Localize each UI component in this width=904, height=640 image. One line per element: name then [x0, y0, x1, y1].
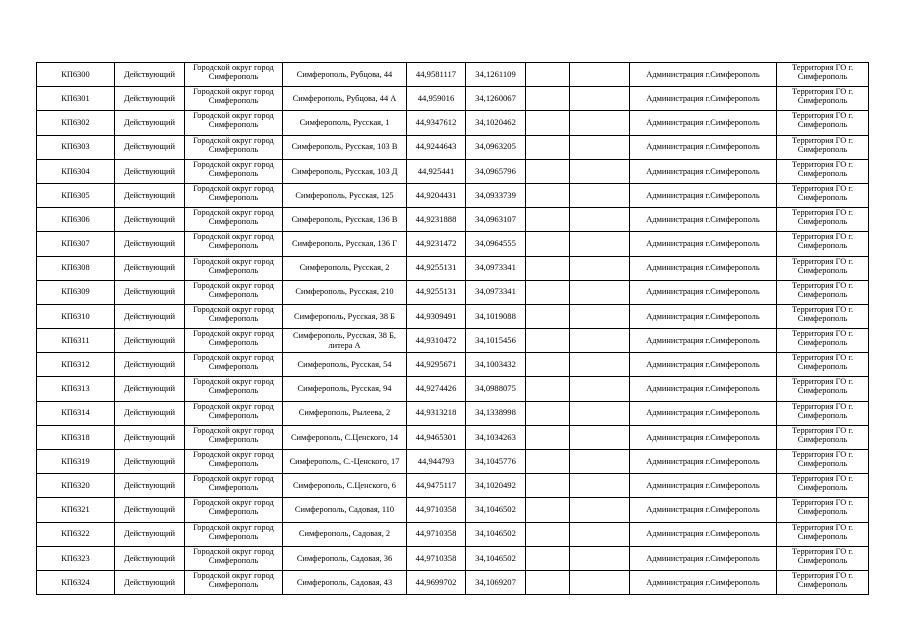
cell-district: Городской округ город Симферополь — [185, 353, 283, 377]
cell-empty-2 — [570, 329, 630, 353]
cell-district: Городской округ город Симферополь — [185, 183, 283, 207]
cell-address: Симферополь, Садовая, 43 — [283, 570, 407, 594]
table-row — [37, 522, 869, 546]
cell-district: Городской округ город Симферополь — [185, 280, 283, 304]
cell-territory: Территория ГО г. Симферополь — [777, 256, 869, 280]
cell-empty-1 — [526, 353, 570, 377]
cell-address: Симферополь, Рубцова, 44 А — [283, 87, 407, 111]
cell-code: КП6321 — [37, 498, 115, 522]
cell-district: Городской округ город Симферополь — [185, 401, 283, 425]
cell-owner: Администрация г.Симферополь — [630, 353, 777, 377]
cell-territory: Территория ГО г. Симферополь — [777, 87, 869, 111]
cell-empty-1 — [526, 256, 570, 280]
cell-longitude: 34,1019088 — [466, 304, 526, 328]
cell-longitude: 34,1069207 — [466, 570, 526, 594]
cell-empty-2 — [570, 232, 630, 256]
table-row — [37, 401, 869, 425]
cell-address: Симферополь, С.Ценского, 14 — [283, 425, 407, 449]
cell-longitude: 34,1020462 — [466, 111, 526, 135]
cell-district: Городской округ город Симферополь — [185, 329, 283, 353]
cell-owner: Администрация г.Симферополь — [630, 63, 777, 87]
cell-empty-1 — [526, 377, 570, 401]
cell-longitude: 34,0933739 — [466, 183, 526, 207]
cell-code: КП6308 — [37, 256, 115, 280]
cell-district: Городской округ город Симферополь — [185, 304, 283, 328]
cell-code: КП6320 — [37, 474, 115, 498]
cell-address: Симферополь, Рубцова, 44 — [283, 63, 407, 87]
cell-empty-2 — [570, 522, 630, 546]
cell-address: Симферополь, Русская, 94 — [283, 377, 407, 401]
cell-longitude: 34,1045776 — [466, 450, 526, 474]
cell-latitude: 44,9699702 — [407, 570, 466, 594]
cell-code: КП6322 — [37, 522, 115, 546]
cell-empty-1 — [526, 232, 570, 256]
cell-district: Городской округ город Симферополь — [185, 425, 283, 449]
cell-status: Действующий — [115, 522, 185, 546]
cell-district: Городской округ город Симферополь — [185, 208, 283, 232]
cell-address: Симферополь, Русская, 38 Б, литера А — [283, 329, 407, 353]
cell-status: Действующий — [115, 450, 185, 474]
cell-empty-2 — [570, 377, 630, 401]
cell-address: Симферополь, Садовая, 36 — [283, 546, 407, 570]
cell-district: Городской округ город Симферополь — [185, 498, 283, 522]
cell-status: Действующий — [115, 304, 185, 328]
cell-longitude: 34,0973341 — [466, 256, 526, 280]
cell-longitude: 34,1260067 — [466, 87, 526, 111]
cell-owner: Администрация г.Симферополь — [630, 256, 777, 280]
cell-empty-2 — [570, 135, 630, 159]
cell-owner: Администрация г.Симферополь — [630, 135, 777, 159]
cell-empty-1 — [526, 280, 570, 304]
cell-latitude: 44,9475117 — [407, 474, 466, 498]
cell-code: КП6312 — [37, 353, 115, 377]
table-row — [37, 304, 869, 328]
table-row — [37, 232, 869, 256]
cell-code: КП6310 — [37, 304, 115, 328]
cell-empty-1 — [526, 498, 570, 522]
cell-district: Городской округ город Симферополь — [185, 522, 283, 546]
cell-empty-2 — [570, 498, 630, 522]
cell-address: Симферополь, Садовая, 110 — [283, 498, 407, 522]
cell-empty-1 — [526, 208, 570, 232]
cell-territory: Территория ГО г. Симферополь — [777, 159, 869, 183]
cell-owner: Администрация г.Симферополь — [630, 232, 777, 256]
cell-empty-2 — [570, 304, 630, 328]
cell-district: Городской округ город Симферополь — [185, 474, 283, 498]
cell-empty-2 — [570, 280, 630, 304]
cell-status: Действующий — [115, 63, 185, 87]
cell-empty-1 — [526, 450, 570, 474]
table-row — [37, 425, 869, 449]
cell-longitude: 34,1046502 — [466, 546, 526, 570]
cell-district: Городской округ город Симферополь — [185, 159, 283, 183]
cell-owner: Администрация г.Симферополь — [630, 111, 777, 135]
cell-status: Действующий — [115, 401, 185, 425]
cell-empty-1 — [526, 425, 570, 449]
cell-longitude: 34,0965796 — [466, 159, 526, 183]
cell-empty-2 — [570, 450, 630, 474]
cell-empty-2 — [570, 111, 630, 135]
cell-empty-1 — [526, 474, 570, 498]
cell-owner: Администрация г.Симферополь — [630, 304, 777, 328]
cell-empty-2 — [570, 353, 630, 377]
cell-owner: Администрация г.Симферополь — [630, 159, 777, 183]
cell-empty-1 — [526, 546, 570, 570]
cell-address: Симферополь, Русская, 136 Г — [283, 232, 407, 256]
cell-code: КП6301 — [37, 87, 115, 111]
cell-owner: Администрация г.Симферополь — [630, 401, 777, 425]
cell-longitude: 34,0988075 — [466, 377, 526, 401]
cell-code: КП6323 — [37, 546, 115, 570]
cell-address: Симферополь, Русская, 54 — [283, 353, 407, 377]
cell-territory: Территория ГО г. Симферополь — [777, 183, 869, 207]
cell-district: Городской округ город Симферополь — [185, 546, 283, 570]
cell-longitude: 34,1034263 — [466, 425, 526, 449]
cell-owner: Администрация г.Симферополь — [630, 425, 777, 449]
cell-empty-1 — [526, 183, 570, 207]
table-row — [37, 329, 869, 353]
table-row — [37, 450, 869, 474]
cell-owner: Администрация г.Симферополь — [630, 450, 777, 474]
cell-status: Действующий — [115, 135, 185, 159]
cell-longitude: 34,1338998 — [466, 401, 526, 425]
cell-code: КП6309 — [37, 280, 115, 304]
cell-status: Действующий — [115, 208, 185, 232]
cell-latitude: 44,9244643 — [407, 135, 466, 159]
cell-owner: Администрация г.Симферополь — [630, 546, 777, 570]
cell-territory: Территория ГО г. Симферополь — [777, 111, 869, 135]
cell-longitude: 34,1020492 — [466, 474, 526, 498]
cell-address: Симферополь, Русская, 38 Б — [283, 304, 407, 328]
cell-territory: Территория ГО г. Симферополь — [777, 522, 869, 546]
cell-latitude: 44,9313218 — [407, 401, 466, 425]
cell-owner: Администрация г.Симферополь — [630, 522, 777, 546]
cell-code: КП6313 — [37, 377, 115, 401]
cell-status: Действующий — [115, 353, 185, 377]
cell-code: КП6311 — [37, 329, 115, 353]
cell-empty-1 — [526, 87, 570, 111]
cell-code: КП6318 — [37, 425, 115, 449]
cell-address: Симферополь, Русская, 136 В — [283, 208, 407, 232]
cell-territory: Территория ГО г. Симферополь — [777, 546, 869, 570]
table-row — [37, 546, 869, 570]
table-row — [37, 208, 869, 232]
cell-district: Городской округ город Симферополь — [185, 232, 283, 256]
cell-status: Действующий — [115, 256, 185, 280]
cell-latitude: 44,944793 — [407, 450, 466, 474]
cell-owner: Администрация г.Симферополь — [630, 329, 777, 353]
cell-status: Действующий — [115, 329, 185, 353]
cell-empty-1 — [526, 63, 570, 87]
cell-code: КП6306 — [37, 208, 115, 232]
cell-territory: Территория ГО г. Симферополь — [777, 401, 869, 425]
cell-address: Симферополь, С.-Ценского, 17 — [283, 450, 407, 474]
table-row — [37, 353, 869, 377]
cell-empty-1 — [526, 401, 570, 425]
cell-owner: Администрация г.Симферополь — [630, 498, 777, 522]
cell-address: Симферополь, Русская, 125 — [283, 183, 407, 207]
cell-longitude: 34,1015456 — [466, 329, 526, 353]
cell-longitude: 34,1046502 — [466, 522, 526, 546]
cell-territory: Территория ГО г. Симферополь — [777, 329, 869, 353]
cell-territory: Территория ГО г. Симферополь — [777, 425, 869, 449]
cell-longitude: 34,0963205 — [466, 135, 526, 159]
cell-longitude: 34,1261109 — [466, 63, 526, 87]
registry-table — [36, 62, 869, 595]
cell-status: Действующий — [115, 377, 185, 401]
table-row — [37, 280, 869, 304]
cell-empty-1 — [526, 159, 570, 183]
cell-territory: Территория ГО г. Симферополь — [777, 135, 869, 159]
cell-latitude: 44,9255131 — [407, 280, 466, 304]
cell-district: Городской округ город Симферополь — [185, 450, 283, 474]
cell-empty-2 — [570, 256, 630, 280]
table-row — [37, 570, 869, 594]
cell-empty-1 — [526, 111, 570, 135]
cell-district: Городской округ город Симферополь — [185, 570, 283, 594]
table-row — [37, 111, 869, 135]
cell-status: Действующий — [115, 232, 185, 256]
cell-district: Городской округ город Симферополь — [185, 111, 283, 135]
cell-empty-1 — [526, 570, 570, 594]
cell-empty-1 — [526, 304, 570, 328]
cell-territory: Территория ГО г. Симферополь — [777, 498, 869, 522]
cell-address: Симферополь, Рылеева, 2 — [283, 401, 407, 425]
cell-longitude: 34,0963107 — [466, 208, 526, 232]
table-row — [37, 474, 869, 498]
cell-status: Действующий — [115, 183, 185, 207]
cell-territory: Территория ГО г. Симферополь — [777, 377, 869, 401]
table-body — [37, 63, 869, 595]
cell-territory: Территория ГО г. Симферополь — [777, 570, 869, 594]
cell-latitude: 44,9231888 — [407, 208, 466, 232]
cell-longitude: 34,1046502 — [466, 498, 526, 522]
cell-empty-1 — [526, 135, 570, 159]
cell-code: КП6300 — [37, 63, 115, 87]
cell-address: Симферополь, Русская, 210 — [283, 280, 407, 304]
cell-territory: Территория ГО г. Симферополь — [777, 474, 869, 498]
cell-district: Городской округ город Симферополь — [185, 135, 283, 159]
cell-address: Симферополь, Русская, 103 Д — [283, 159, 407, 183]
cell-status: Действующий — [115, 87, 185, 111]
cell-empty-2 — [570, 425, 630, 449]
cell-latitude: 44,9347612 — [407, 111, 466, 135]
cell-latitude: 44,9710358 — [407, 522, 466, 546]
cell-territory: Территория ГО г. Симферополь — [777, 208, 869, 232]
cell-latitude: 44,9231472 — [407, 232, 466, 256]
cell-code: КП6303 — [37, 135, 115, 159]
cell-status: Действующий — [115, 546, 185, 570]
cell-territory: Территория ГО г. Симферополь — [777, 232, 869, 256]
cell-owner: Администрация г.Симферополь — [630, 183, 777, 207]
cell-longitude: 34,1003432 — [466, 353, 526, 377]
cell-empty-2 — [570, 183, 630, 207]
cell-empty-2 — [570, 63, 630, 87]
cell-empty-1 — [526, 522, 570, 546]
cell-territory: Территория ГО г. Симферополь — [777, 304, 869, 328]
cell-empty-2 — [570, 159, 630, 183]
table-row — [37, 256, 869, 280]
cell-territory: Территория ГО г. Симферополь — [777, 450, 869, 474]
cell-code: КП6314 — [37, 401, 115, 425]
cell-longitude: 34,0973341 — [466, 280, 526, 304]
cell-status: Действующий — [115, 570, 185, 594]
table-row — [37, 377, 869, 401]
cell-status: Действующий — [115, 474, 185, 498]
cell-empty-2 — [570, 87, 630, 111]
cell-owner: Администрация г.Симферополь — [630, 570, 777, 594]
table-row — [37, 63, 869, 87]
cell-empty-2 — [570, 208, 630, 232]
cell-latitude: 44,9255131 — [407, 256, 466, 280]
cell-latitude: 44,9274426 — [407, 377, 466, 401]
cell-code: КП6307 — [37, 232, 115, 256]
cell-owner: Администрация г.Симферополь — [630, 280, 777, 304]
cell-empty-2 — [570, 474, 630, 498]
cell-district: Городской округ город Симферополь — [185, 87, 283, 111]
cell-latitude: 44,9581117 — [407, 63, 466, 87]
table-row — [37, 498, 869, 522]
cell-status: Действующий — [115, 498, 185, 522]
cell-code: КП6319 — [37, 450, 115, 474]
table-row — [37, 135, 869, 159]
cell-code: КП6305 — [37, 183, 115, 207]
cell-address: Симферополь, Садовая, 2 — [283, 522, 407, 546]
cell-owner: Администрация г.Симферополь — [630, 208, 777, 232]
cell-address: Симферополь, Русская, 103 В — [283, 135, 407, 159]
cell-address: Симферополь, Русская, 1 — [283, 111, 407, 135]
cell-latitude: 44,9465301 — [407, 425, 466, 449]
cell-latitude: 44,925441 — [407, 159, 466, 183]
cell-empty-2 — [570, 401, 630, 425]
cell-territory: Территория ГО г. Симферополь — [777, 63, 869, 87]
table-row — [37, 159, 869, 183]
cell-latitude: 44,9310472 — [407, 329, 466, 353]
table-row — [37, 183, 869, 207]
cell-latitude: 44,9204431 — [407, 183, 466, 207]
cell-latitude: 44,959016 — [407, 87, 466, 111]
cell-longitude: 34,0964555 — [466, 232, 526, 256]
cell-empty-1 — [526, 329, 570, 353]
cell-status: Действующий — [115, 111, 185, 135]
cell-status: Действующий — [115, 159, 185, 183]
cell-empty-2 — [570, 570, 630, 594]
cell-district: Городской округ город Симферополь — [185, 377, 283, 401]
cell-owner: Администрация г.Симферополь — [630, 87, 777, 111]
cell-owner: Администрация г.Симферополь — [630, 377, 777, 401]
document-page — [36, 62, 869, 595]
cell-code: КП6302 — [37, 111, 115, 135]
cell-latitude: 44,9710358 — [407, 546, 466, 570]
cell-address: Симферополь, С.Ценского, 6 — [283, 474, 407, 498]
cell-code: КП6324 — [37, 570, 115, 594]
cell-territory: Территория ГО г. Симферополь — [777, 353, 869, 377]
cell-district: Городской округ город Симферополь — [185, 256, 283, 280]
cell-owner: Администрация г.Симферополь — [630, 474, 777, 498]
table-row — [37, 87, 869, 111]
cell-latitude: 44,9710358 — [407, 498, 466, 522]
cell-status: Действующий — [115, 425, 185, 449]
cell-empty-2 — [570, 546, 630, 570]
cell-territory: Территория ГО г. Симферополь — [777, 280, 869, 304]
cell-latitude: 44,9309491 — [407, 304, 466, 328]
cell-status: Действующий — [115, 280, 185, 304]
cell-latitude: 44,9295671 — [407, 353, 466, 377]
cell-district: Городской округ город Симферополь — [185, 63, 283, 87]
cell-code: КП6304 — [37, 159, 115, 183]
cell-address: Симферополь, Русская, 2 — [283, 256, 407, 280]
